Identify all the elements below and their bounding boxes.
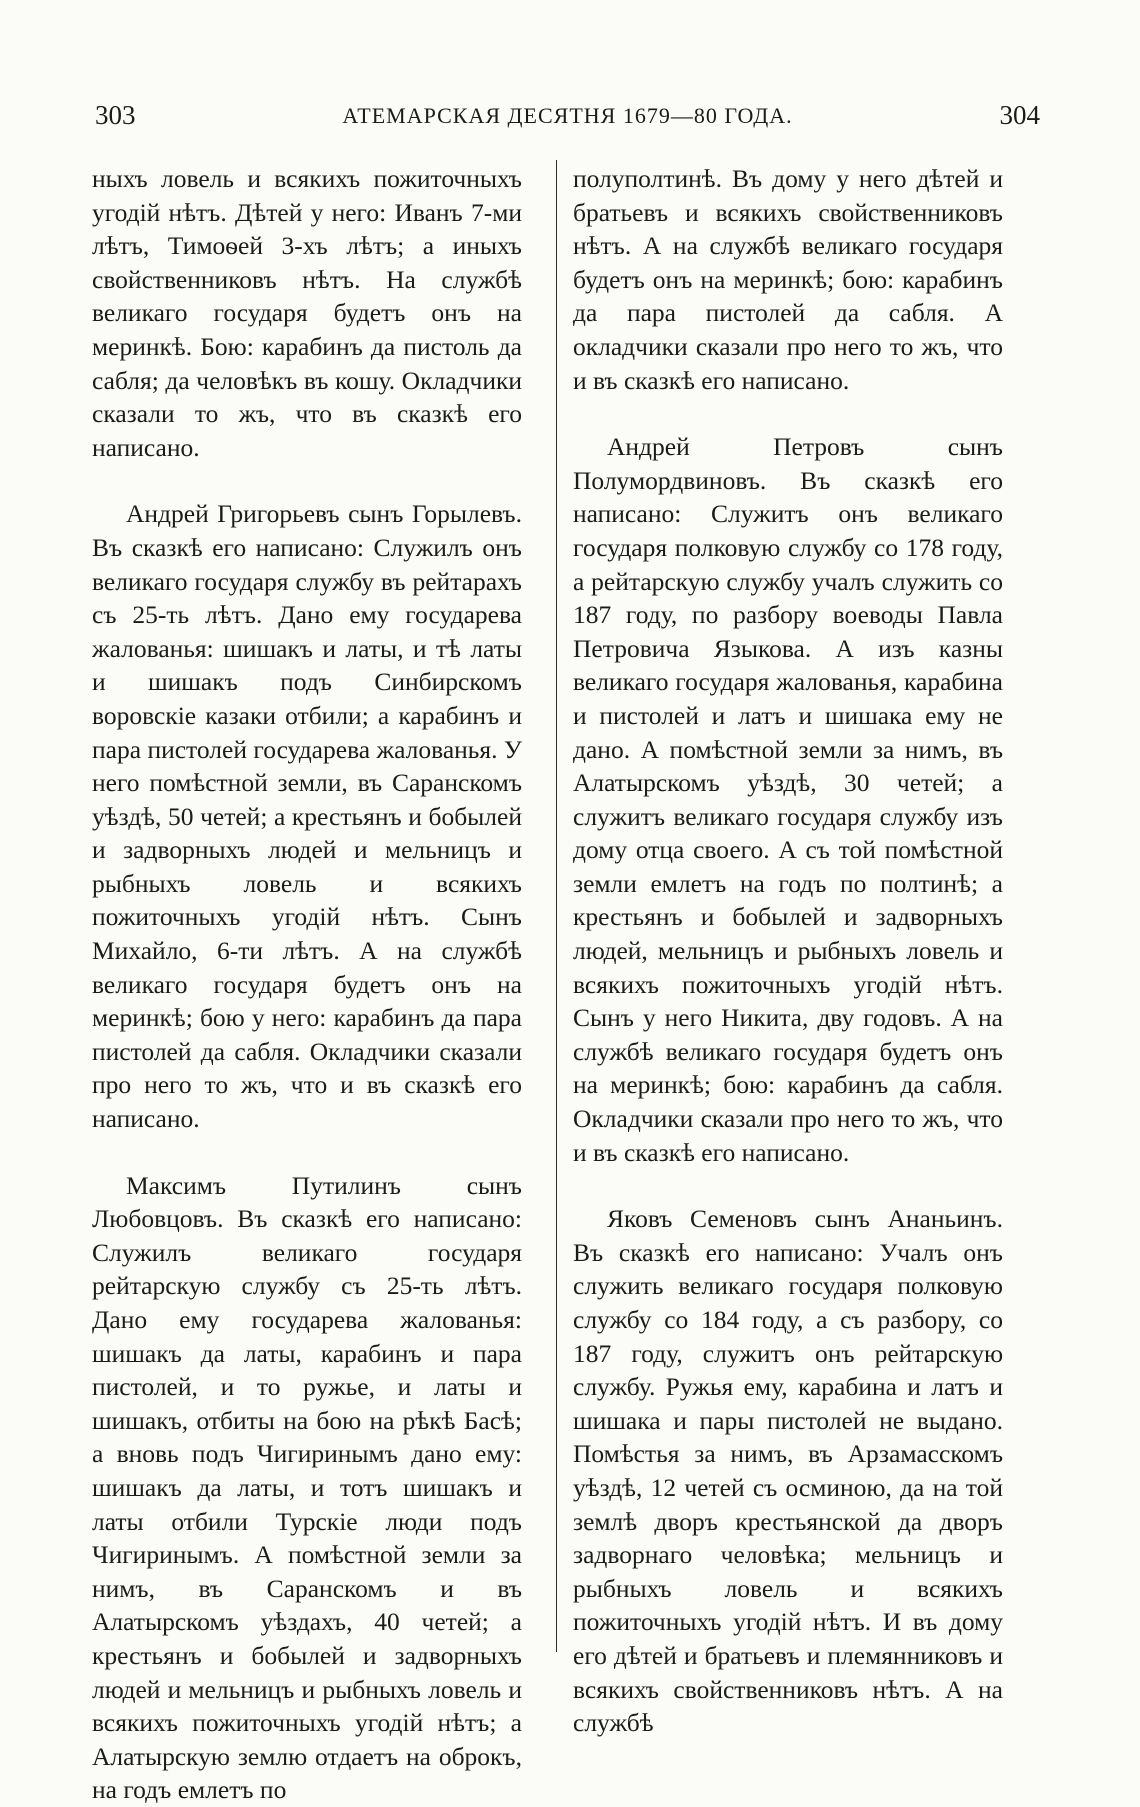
entry-ananyin: Яковъ Семеновъ сынъ Ананьинъ. Въ сказкѣ его написано: Учалъ онъ служить великаго государя полковую службу со 184 году, а съ разбору, со 187 году, служитъ онъ рейтарскую службу. Ружья ему, карабина и латъ и шишака и пары пистолей не выдано. Помѣстья за нимъ, въ Арзамасскомъ уѣздѣ, 12 четей съ осминою, да на той землѣ дворъ крестьянской да дворъ задворнаго человѣка; мельницъ и рыбныхъ ловель и всякихъ пожиточныхъ угодій нѣтъ. И въ дому его дѣтей и братьевъ и племянниковъ и всякихъ свойственниковъ нѣтъ. А на службѣ (573, 1204, 1003, 1738)
entry-gorylev: Андрей Григорьевъ сынъ Горылевъ. Въ сказкѣ его написано: Служилъ онъ великаго государя службу въ рейтарахъ съ 25-ть лѣтъ. Дано ему государева жалованья: шишакъ и латы, и тѣ латы и шишакъ подъ Синбирскомъ воровскіе казаки отбили; а карабинъ и пара пистолей государева жалованья. У него помѣстной земли, въ Саранскомъ уѣздѣ, 50 четей; а крестьянъ и бобылей и задворныхъ людей и мельницъ и рыбныхъ ловель и всякихъ пожиточныхъ угодій нѣтъ. Сынъ Михайло, 6-ти лѣтъ. А на службѣ великаго государя будетъ онъ на меринкѣ; бою у него: карабинъ да пара пистолей да сабля. Окладчики сказали про него то жъ, что и въ сказкѣ его написано. (92, 499, 522, 1134)
page-number-left: 303 (95, 100, 136, 130)
paragraph-continuation: полуполтинѣ. Въ дому у него дѣтей и братьевъ и всякихъ свойственниковъ нѣтъ. А на службѣ великаго государя будетъ онъ на меринкѣ; бою: карабинъ да пара пистолей да сабля. А окладчики сказали про него то жъ, что и въ сказкѣ его написано. (573, 164, 1003, 395)
entry-lyubovtsov: Максимъ Путилинъ сынъ Любовцовъ. Въ сказкѣ его написано: Служилъ великаго государя рейтарскую службу съ 25-ть лѣтъ. Дано ему государева жалованья: шишакъ да латы, карабинъ и пара пистолей, и то ружье, и латы и шишакъ, отбиты на бою на рѣкѣ Басѣ; а вновь подъ Чигиринымъ дано ему: шишакъ да латы, и тотъ шишакъ и латы отбили Турскіе люди подъ Чигиринымъ. А помѣстной земли за нимъ, въ Саранскомъ и въ Алатырскомъ уѣздахъ, 40 четей; а крестьянъ и бобылей и задворныхъ людей и мельницъ и рыбныхъ ловель и всякихъ пожиточныхъ угодій нѣтъ; а Алатырскую землю отдаетъ на оброкъ, на годъ емлетъ по (92, 1170, 522, 1805)
column-divider (556, 160, 557, 1652)
running-title: АТЕМАРСКАЯ ДЕСЯТНЯ 1679—80 ГОДА. (342, 103, 793, 128)
left-column (92, 162, 522, 1807)
entry-polumordvinov: Андрей Петровъ сынъ Полумордвиновъ. Въ сказкѣ его написано: Служитъ онъ великаго государя полковую службу со 178 году, а рейтарскую службу учалъ служить со 187 году, по разбору воеводы Павла Петровича Языкова. А изъ казны великаго государя жалованья, карабина и пистолей и латъ и шишака ему не дано. А помѣстной земли за нимъ, въ Алатырскомъ уѣздѣ, 30 четей; а служитъ великаго государя службу изъ дому отца своего. А съ той помѣстной земли емлетъ на годъ по полтинѣ; а крестьянъ и бобылей и задворныхъ людей, мельницъ и рыбныхъ ловель и всякихъ пожиточныхъ угодій нѣтъ. Сынъ у него Никита, дву годовъ. А на службѣ великаго государя будетъ онъ на меринкѣ; бою: карабинъ да сабля. Окладчики сказали про него то жъ, что и въ сказкѣ его написано. (573, 432, 1003, 1167)
running-header (95, 100, 1040, 140)
paragraph-continuation: ныхъ ловель и всякихъ пожиточныхъ угодій нѣтъ. Дѣтей у него: Иванъ 7-ми лѣтъ, Тимоѳей 3-хъ лѣтъ; а иныхъ свойственниковъ нѣтъ. На службѣ великаго государя будетъ онъ на меринкѣ. Бою: карабинъ да пистоль да сабля; да человѣкъ въ кошу. Окладчики сказали то жъ, что въ сказкѣ его написано. (92, 164, 522, 462)
right-column (573, 162, 1003, 1740)
page-number-right: 304 (999, 100, 1040, 130)
